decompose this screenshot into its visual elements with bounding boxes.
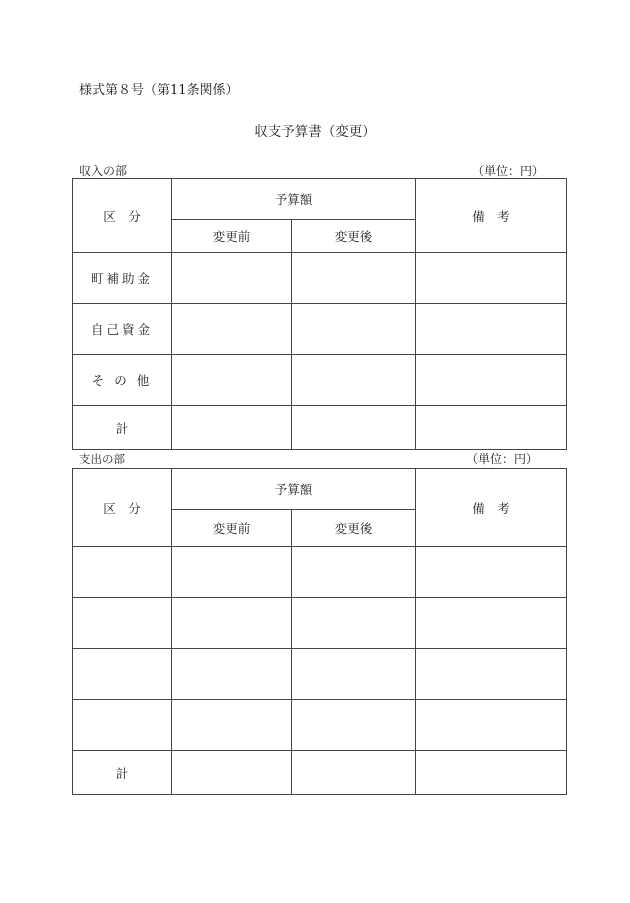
expense-header-budget: 予算額 bbox=[172, 469, 416, 510]
expense-header-after: 変更後 bbox=[292, 510, 416, 547]
table-row-total bbox=[73, 406, 567, 450]
income-row-label: 町補助金 bbox=[73, 253, 172, 304]
income-section-label: 収入の部 bbox=[79, 164, 128, 178]
expense-row-after bbox=[292, 700, 416, 751]
income-header-category: 区 分 bbox=[73, 179, 172, 253]
income-row-after bbox=[292, 253, 416, 304]
expense-row-remarks bbox=[416, 649, 567, 700]
income-row-remarks bbox=[416, 355, 567, 406]
table-row bbox=[73, 649, 567, 700]
income-row-after bbox=[292, 304, 416, 355]
expense-row-before bbox=[172, 649, 292, 700]
expense-header-category: 区 分 bbox=[73, 469, 172, 547]
income-row-after bbox=[292, 355, 416, 406]
table-row bbox=[73, 304, 567, 355]
expense-header-before: 変更前 bbox=[172, 510, 292, 547]
expense-row-before bbox=[172, 700, 292, 751]
table-row bbox=[73, 547, 567, 598]
income-row-label: そ の 他 bbox=[73, 355, 172, 406]
expense-row-label bbox=[73, 649, 172, 700]
income-row-before bbox=[172, 304, 292, 355]
income-total-before bbox=[172, 406, 292, 450]
expense-total-remarks bbox=[416, 751, 567, 795]
income-total-after bbox=[292, 406, 416, 450]
income-header-budget: 予算額 bbox=[172, 179, 416, 220]
income-row-remarks bbox=[416, 304, 567, 355]
income-row-before bbox=[172, 355, 292, 406]
form-number: 様式第８号（第11条関係） bbox=[79, 83, 239, 98]
expense-row-remarks bbox=[416, 700, 567, 751]
expense-header-remarks: 備 考 bbox=[416, 469, 567, 547]
income-row-remarks bbox=[416, 253, 567, 304]
income-header-after: 変更後 bbox=[292, 220, 416, 253]
expense-row-after bbox=[292, 547, 416, 598]
income-total-remarks bbox=[416, 406, 567, 450]
expense-total-after bbox=[292, 751, 416, 795]
table-row-total bbox=[73, 751, 567, 795]
expense-row-label bbox=[73, 700, 172, 751]
expense-row-before bbox=[172, 598, 292, 649]
expense-total-label: 計 bbox=[73, 751, 172, 795]
expense-row-remarks bbox=[416, 547, 567, 598]
income-unit-label: （単位：円） bbox=[472, 164, 545, 178]
income-row-before bbox=[172, 253, 292, 304]
table-row bbox=[73, 700, 567, 751]
page-title: 収支予算書（変更） bbox=[254, 124, 376, 140]
expense-row-label bbox=[73, 598, 172, 649]
expense-unit-label: （単位：円） bbox=[466, 452, 539, 466]
expense-row-after bbox=[292, 598, 416, 649]
table-row bbox=[73, 355, 567, 406]
income-header-remarks: 備 考 bbox=[416, 179, 567, 253]
expense-row-label bbox=[73, 547, 172, 598]
expense-section-label: 支出の部 bbox=[79, 452, 125, 466]
income-total-label: 計 bbox=[73, 406, 172, 450]
expense-row-remarks bbox=[416, 598, 567, 649]
income-table bbox=[72, 178, 567, 450]
expense-row-after bbox=[292, 649, 416, 700]
expense-total-before bbox=[172, 751, 292, 795]
income-row-label: 自己資金 bbox=[73, 304, 172, 355]
expense-row-before bbox=[172, 547, 292, 598]
expense-table bbox=[72, 468, 567, 795]
income-header-before: 変更前 bbox=[172, 220, 292, 253]
table-row bbox=[73, 253, 567, 304]
table-row bbox=[73, 598, 567, 649]
